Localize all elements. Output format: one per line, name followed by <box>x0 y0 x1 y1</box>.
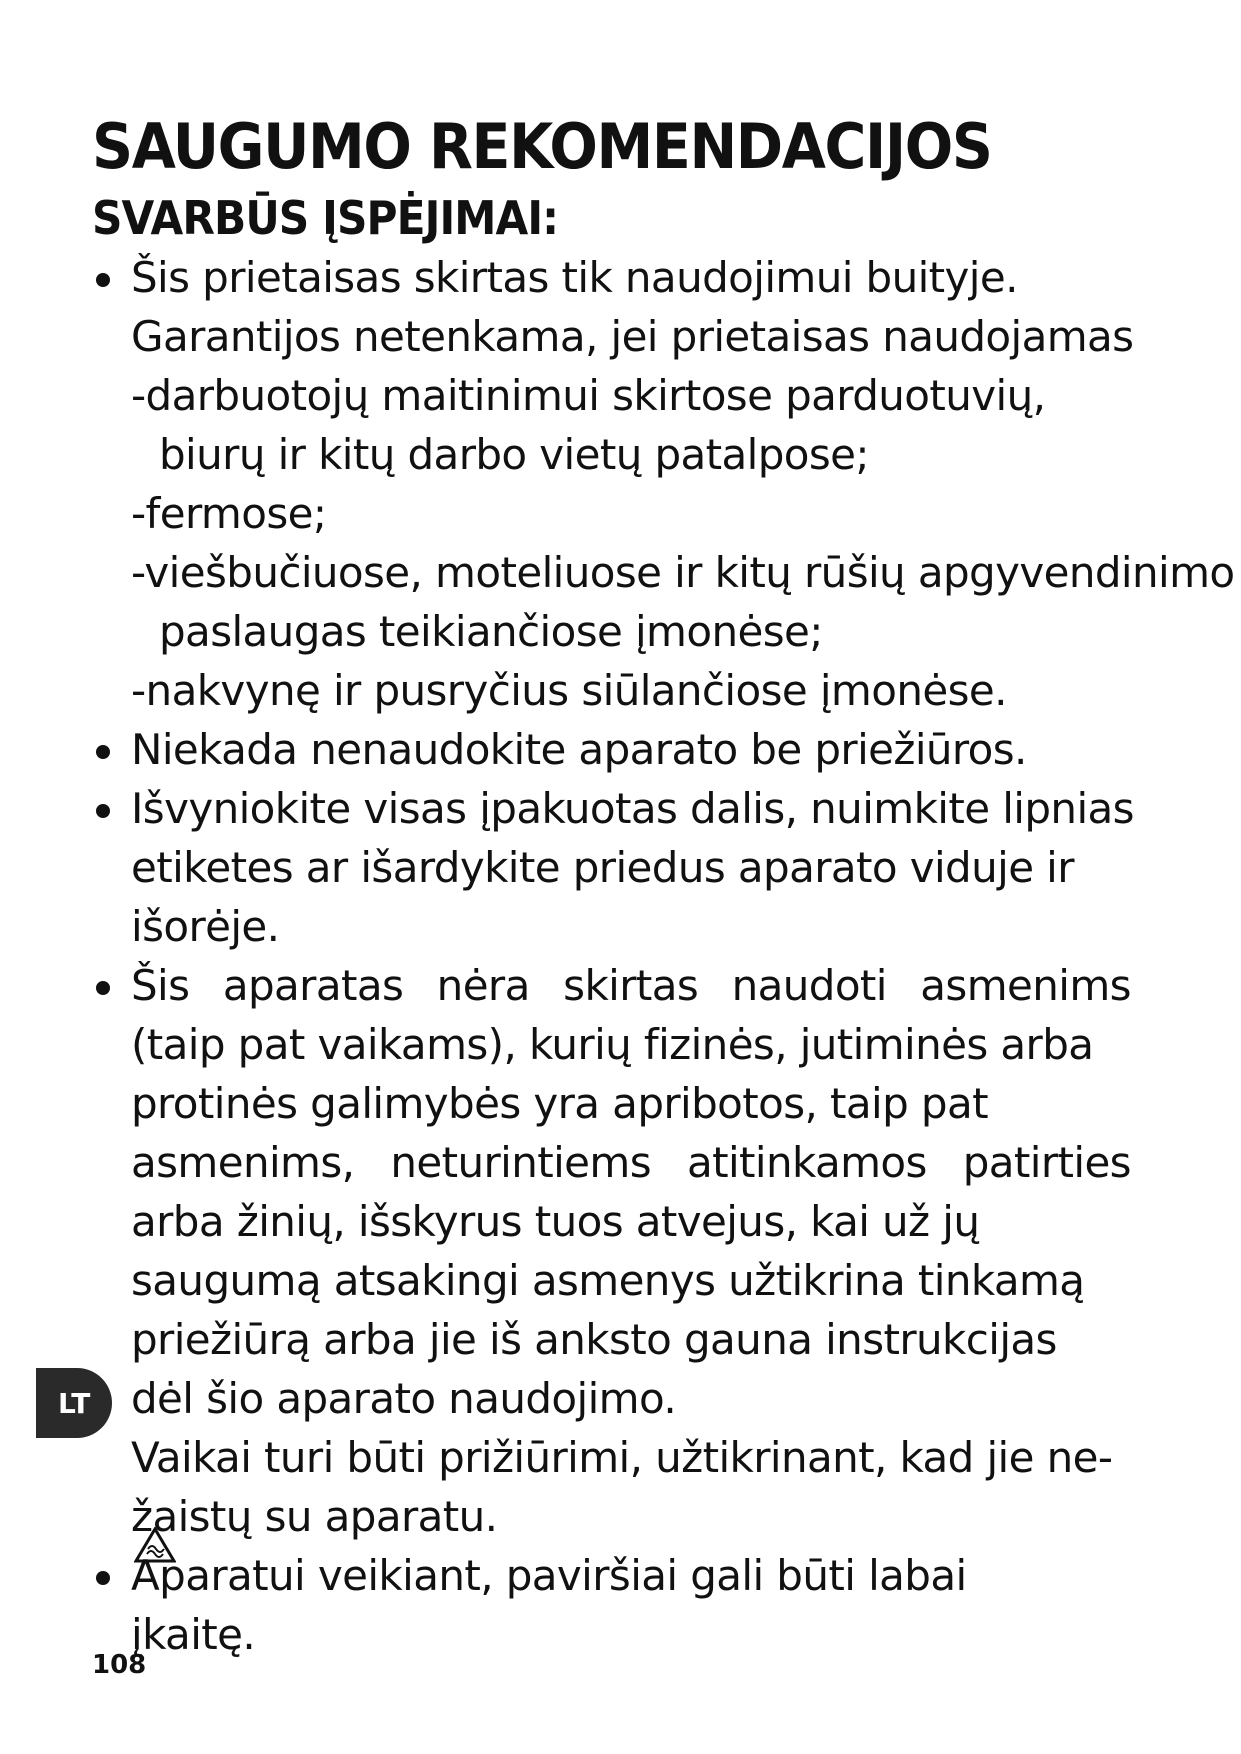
word: aparatas <box>222 961 404 1010</box>
line-text: -darbuotojų maitinimui skirtose parduotuvių, <box>131 371 1046 420</box>
line-text: -fermose; <box>131 489 327 538</box>
safety-text <box>92 248 1241 1664</box>
word: asmenims, <box>131 1138 355 1187</box>
line-text: Aparatui veikiant, paviršiai gali būti labai <box>131 1551 967 1600</box>
text-line <box>92 1015 1241 1074</box>
text-line <box>92 1546 1241 1605</box>
justified-line <box>131 956 1131 1015</box>
text-line <box>92 720 1241 779</box>
word: asmenims <box>920 961 1131 1010</box>
text-line <box>92 1369 1241 1428</box>
section-subtitle: SVARBŪS ĮSPĖJIMAI: <box>92 191 559 245</box>
language-badge <box>36 1368 112 1438</box>
text-line <box>92 307 1241 366</box>
line-text: protinės galimybės yra apribotos, taip pat <box>131 1079 988 1128</box>
line-text: etiketes ar išardykite priedus aparato viduje ir <box>131 843 1074 892</box>
text-line <box>92 1487 1241 1546</box>
text-line <box>92 1192 1241 1251</box>
text-line <box>92 425 1241 484</box>
text-line <box>92 838 1241 897</box>
language-badge-label: LT <box>58 1386 91 1420</box>
line-text: -viešbučiuose, moteliuose ir kitų rūšių apgyvendinimo <box>131 548 1235 597</box>
text-line <box>92 1251 1241 1310</box>
line-text: saugumą atsakingi asmenys užtikrina tinkamą <box>131 1256 1085 1305</box>
page-title: SAUGUMO REKOMENDACIJOS <box>92 110 992 183</box>
line-text: žaistų su aparatu. <box>131 1492 498 1541</box>
text-line <box>92 1605 1241 1664</box>
text-line <box>92 661 1241 720</box>
line-text: išorėje. <box>131 902 280 951</box>
word: nėra <box>436 961 530 1010</box>
line-text: (taip pat vaikams), kurių fizinės, jutiminės arba <box>131 1020 1094 1069</box>
text-line <box>92 1133 1241 1192</box>
line-text: biurų ir kitų darbo vietų patalpose; <box>159 430 869 479</box>
page-number: 108 <box>92 1650 147 1680</box>
text-line <box>92 248 1241 307</box>
line-text: Išvyniokite visas įpakuotas dalis, nuimkite lipnias <box>131 784 1134 833</box>
bullet-icon <box>96 981 110 995</box>
text-line <box>92 366 1241 425</box>
text-line <box>92 1074 1241 1133</box>
line-text: dėl šio aparato naudojimo. <box>131 1374 677 1423</box>
line-text: -nakvynę ir pusryčius siūlančiose įmonėse. <box>131 666 1007 715</box>
line-text: priežiūrą arba jie iš anksto gauna instrukcijas <box>131 1315 1057 1364</box>
line-text: Garantijos netenkama, jei prietaisas naudojamas <box>131 312 1134 361</box>
word: naudoti <box>731 961 887 1010</box>
word: neturintiems <box>390 1138 652 1187</box>
word: Šis <box>131 961 190 1010</box>
text-line <box>92 1310 1241 1369</box>
line-text: Vaikai turi būti prižiūrimi, užtikrinant, kad jie ne- <box>131 1433 1113 1482</box>
text-line <box>92 602 1241 661</box>
line-text: arba žinių, išskyrus tuos atvejus, kai už jų <box>131 1197 980 1246</box>
bullet-icon <box>96 1571 110 1585</box>
line-text: paslaugas teikiančiose įmonėse; <box>159 607 823 656</box>
text-line <box>92 897 1241 956</box>
text-line <box>92 779 1241 838</box>
bullet-icon <box>96 804 110 818</box>
text-line <box>92 956 1241 1015</box>
word: atitinkamos <box>686 1138 927 1187</box>
line-text: Šis prietaisas skirtas tik naudojimui buityje. <box>131 253 1018 302</box>
warning-triangle-icon <box>134 1527 176 1563</box>
text-line <box>92 543 1241 602</box>
text-line <box>92 1428 1241 1487</box>
justified-line <box>131 1133 1131 1192</box>
line-text: įkaitę. <box>131 1610 256 1659</box>
bullet-icon <box>96 745 110 759</box>
text-line <box>92 484 1241 543</box>
line-text: Niekada nenaudokite aparato be priežiūros. <box>131 725 1027 774</box>
word: patirties <box>962 1138 1131 1187</box>
word: skirtas <box>563 961 699 1010</box>
bullet-icon <box>96 273 110 287</box>
